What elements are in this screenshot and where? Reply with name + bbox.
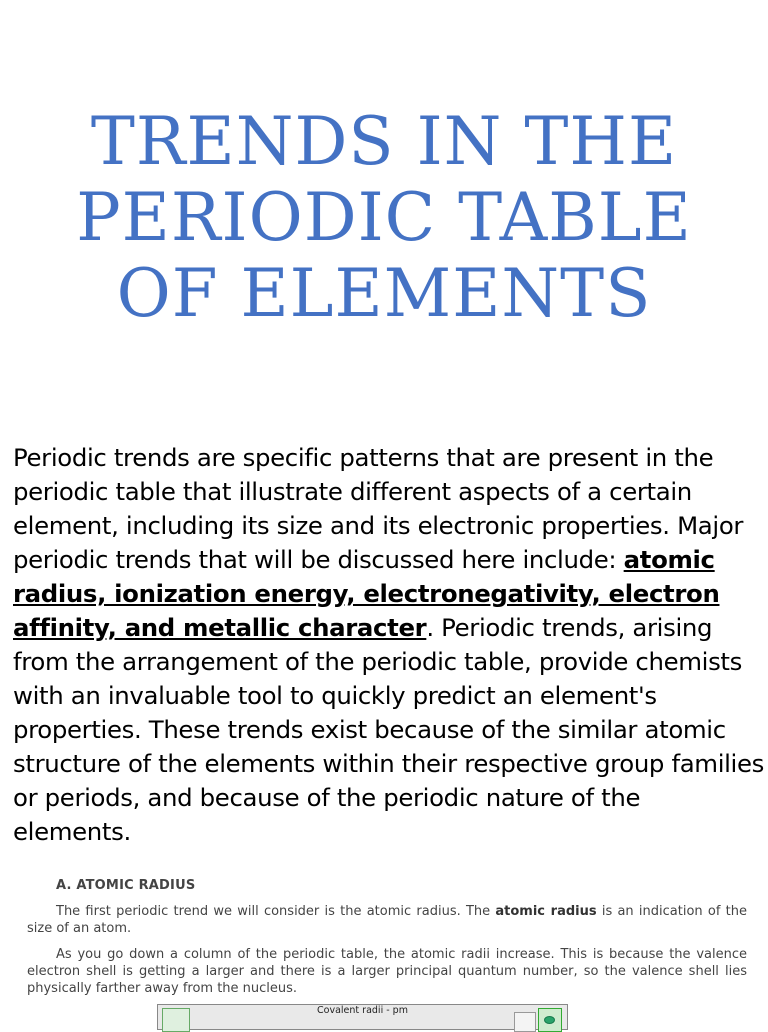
section-paragraph-1: The first periodic trend we will consider is the atomic radius. The atomic radius is an indication of the size of an atom. [27, 904, 747, 936]
section-paragraph-2: As you go down a column of the periodic table, the atomic radii increase. This is because the valence electron shell is getting a larger and there is a larger principal quantum number, so the valence shell lies physically farther away from the nucleus. [27, 947, 747, 996]
intro-text-2: . Periodic trends, arising from the arrangement of the periodic table, provide chemists with an invaluable tool to quickly predict an element's properties. These trends exist because of the similar atomic structure of the elements within their respective group families or periods, and because of the periodic nature of the elements. [13, 613, 765, 846]
atomic-radius-section [27, 878, 747, 1006]
covalent-radii-figure [157, 1004, 568, 1030]
document-title [0, 104, 768, 332]
intro-trend-list: atomic radius, ionization energy, electronegativity, electron affinity, and metallic character [13, 545, 720, 642]
figure-title: Covalent radii - pm [317, 1005, 408, 1016]
section-heading: A. ATOMIC RADIUS [56, 878, 196, 893]
element-cell-left [162, 1008, 190, 1032]
element-cell-right [514, 1012, 536, 1032]
title-line-1: TRENDS IN THE [90, 103, 678, 180]
title-line-3: OF ELEMENTS [116, 255, 652, 332]
intro-paragraph [13, 441, 765, 849]
atomic-radius-term: atomic radius [495, 904, 597, 919]
atom-icon [544, 1016, 555, 1024]
element-cell-highlighted [538, 1008, 562, 1032]
title-line-2: PERIODIC TABLE [76, 179, 692, 256]
intro-text-1: Periodic trends are specific patterns that are present in the periodic table that illustrate different aspects of a certain element, including its size and its electronic properties. Major periodic trends that will be discussed here include: [13, 443, 744, 574]
